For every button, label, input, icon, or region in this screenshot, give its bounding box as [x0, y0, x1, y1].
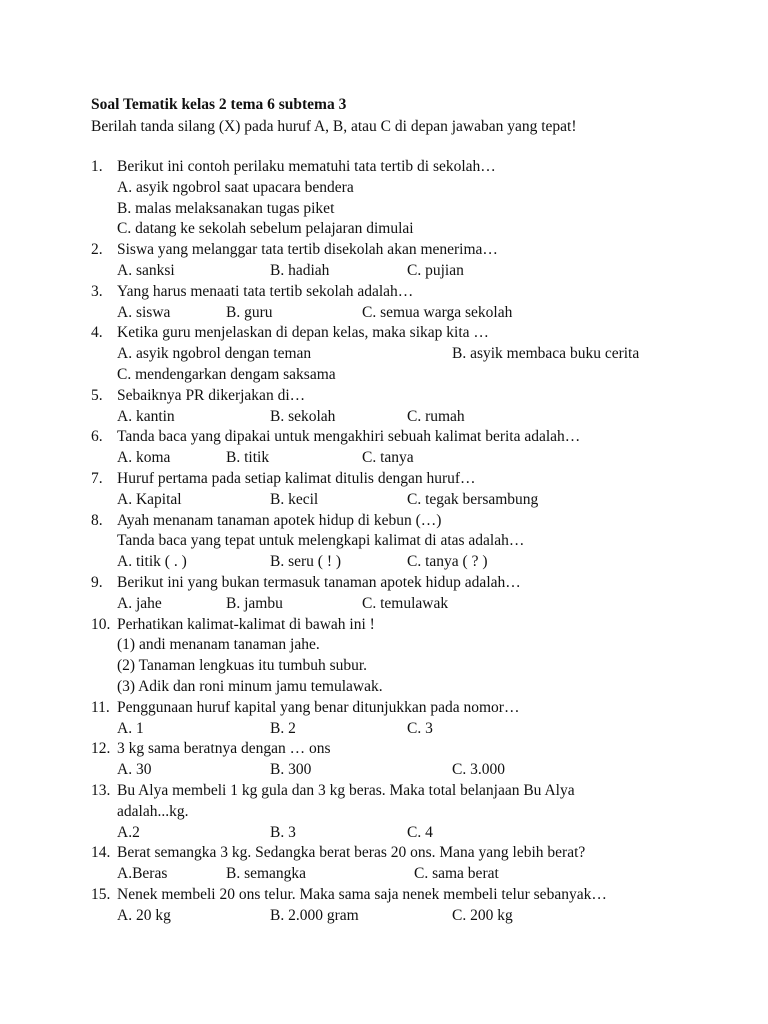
question-number: 7.: [91, 469, 103, 487]
answer-option: B. semangka: [226, 865, 307, 883]
question-text: Ketika guru menjelaskan di depan kelas, maka sikap kita …: [117, 324, 489, 342]
question-number: 6.: [91, 428, 103, 446]
answer-option: C. semua warga sekolah: [362, 303, 513, 321]
question-item: [0, 386, 768, 428]
question-stem-row: [0, 781, 768, 802]
answer-option: A. 20 kg: [117, 906, 171, 924]
question-continuation-row: [0, 677, 768, 698]
answer-option: B. jambu: [226, 594, 283, 612]
answer-option: C. tanya: [362, 449, 414, 467]
question-number: 1.: [91, 158, 103, 175]
answer-option: A. kantin: [117, 407, 175, 425]
answer-option: B. 2.000 gram: [270, 906, 359, 924]
options-row: [0, 719, 768, 740]
answer-option: B. 3: [270, 823, 296, 841]
answer-option: A.2: [117, 823, 140, 841]
question-number: 3.: [91, 282, 103, 300]
question-text: Yang harus menaati tata tertib sekolah adalah…: [117, 282, 414, 300]
answer-option: C. mendengarkan dengam saksama: [117, 365, 336, 383]
options-row: [0, 178, 768, 199]
question-stem-row: [0, 739, 768, 760]
answer-option: B. asyik membaca buku cerita: [452, 345, 640, 363]
answer-option: A. siswa: [117, 303, 171, 321]
question-item: [0, 240, 768, 282]
question-number: 8.: [91, 511, 103, 529]
answer-option: B. guru: [226, 303, 273, 321]
answer-option: B. 300: [270, 761, 312, 779]
options-row: [0, 199, 768, 220]
question-list: [0, 157, 768, 926]
question-text: Ayah menanam tanaman apotek hidup di kebun (…): [117, 511, 442, 529]
answer-option: C. 3: [407, 719, 433, 737]
question-text: Huruf pertama pada setiap kalimat ditulis dengan huruf…: [117, 469, 476, 487]
question-item: [0, 427, 768, 469]
question-stem-row: [0, 323, 768, 344]
question-text: Berikut ini contoh perilaku mematuhi tata tertib di sekolah…: [117, 158, 496, 175]
question-stem-row: [0, 843, 768, 864]
question-stem-row: [0, 427, 768, 448]
question-stem-row: [0, 511, 768, 532]
answer-option: A. Kapital: [117, 490, 182, 508]
options-row: [0, 906, 768, 927]
question-item: [0, 282, 768, 324]
question-continuation-row: [0, 635, 768, 656]
question-number: 9.: [91, 573, 103, 591]
question-number: 11.: [91, 698, 110, 716]
question-continuation-row: [0, 531, 768, 552]
question-number: 15.: [91, 885, 111, 903]
question-number: 4.: [91, 324, 103, 342]
question-item: [0, 843, 768, 885]
question-text: (3) Adik dan roni minum jamu temulawak.: [117, 677, 383, 695]
question-stem-row: [0, 885, 768, 906]
question-item: [0, 573, 768, 615]
question-number: 12.: [91, 740, 111, 758]
question-text: 3 kg sama beratnya dengan … ons: [117, 740, 331, 758]
question-continuation-row: [0, 656, 768, 677]
options-row: [0, 448, 768, 469]
question-continuation-row: [0, 802, 768, 823]
answer-option: C. pujian: [407, 261, 464, 279]
question-item: [0, 615, 768, 698]
answer-option: C. 3.000: [452, 761, 505, 779]
question-text: Tanda baca yang dipakai untuk mengakhiri sebuah kalimat berita adalah…: [117, 428, 581, 446]
question-text: Berikut ini yang bukan termasuk tanaman apotek hidup adalah…: [117, 573, 521, 591]
question-item: [0, 885, 768, 927]
options-row: [0, 344, 768, 365]
question-stem-row: [0, 469, 768, 490]
answer-option: A. koma: [117, 449, 171, 467]
question-item: [0, 781, 768, 843]
question-text: Sebaiknya PR dikerjakan di…: [117, 386, 306, 404]
question-stem-row: [0, 573, 768, 594]
question-text: Nenek membeli 20 ons telur. Maka sama saja nenek membeli telur sebanyak…: [117, 885, 607, 903]
question-item: [0, 739, 768, 781]
answer-option: A. 1: [117, 719, 144, 737]
answer-option: C. 200 kg: [452, 906, 513, 924]
question-item: [0, 469, 768, 511]
question-number: 5.: [91, 386, 103, 404]
question-number: 14.: [91, 844, 111, 862]
question-stem-row: [0, 157, 768, 178]
options-row: [0, 823, 768, 844]
answer-option: A. titik ( . ): [117, 553, 187, 571]
worksheet-instruction: Berilah tanda silang (X) pada huruf A, B, atau C di depan jawaban yang tepat!: [91, 118, 577, 135]
question-text: (1) andi menanam tanaman jahe.: [117, 636, 320, 654]
question-item: [0, 323, 768, 385]
answer-option: B. seru ( ! ): [270, 553, 342, 571]
question-stem-row: [0, 615, 768, 636]
question-number: 2.: [91, 241, 103, 259]
answer-option: B. hadiah: [270, 261, 330, 279]
answer-option: C. temulawak: [362, 594, 449, 612]
answer-option: B. 2: [270, 719, 296, 737]
answer-option: A. jahe: [117, 594, 162, 612]
answer-option: A.Beras: [117, 865, 168, 883]
question-item: [0, 157, 768, 240]
options-row: [0, 407, 768, 428]
answer-option: B. sekolah: [270, 407, 336, 425]
answer-option: B. malas melaksanakan tugas piket: [117, 199, 335, 217]
answer-option: B. kecil: [270, 490, 319, 508]
question-text: Bu Alya membeli 1 kg gula dan 3 kg beras. Maka total belanjaan Bu Alya: [117, 781, 575, 799]
question-number: 10.: [91, 615, 111, 633]
answer-option: C. tegak bersambung: [407, 490, 539, 508]
answer-option: C. tanya ( ? ): [407, 553, 488, 571]
question-text: Perhatikan kalimat-kalimat di bawah ini !: [117, 615, 375, 633]
options-row: [0, 303, 768, 324]
question-stem-row: [0, 282, 768, 303]
question-stem-row: [0, 698, 768, 719]
options-row: [0, 760, 768, 781]
options-row: [0, 594, 768, 615]
question-number: 13.: [91, 781, 111, 799]
answer-option: A. asyik ngobrol dengan teman: [117, 345, 312, 363]
options-row: [0, 552, 768, 573]
question-item: [0, 511, 768, 573]
answer-option: A. 30: [117, 761, 152, 779]
question-text: Siswa yang melanggar tata tertib disekolah akan menerima…: [117, 241, 498, 259]
worksheet-title: Soal Tematik kelas 2 tema 6 subtema 3: [91, 96, 347, 113]
question-text: Penggunaan huruf kapital yang benar ditunjukkan pada nomor…: [117, 698, 520, 716]
answer-option: A. asyik ngobrol saat upacara bendera: [117, 178, 354, 196]
question-stem-row: [0, 240, 768, 261]
options-row: [0, 365, 768, 386]
options-row: [0, 261, 768, 282]
question-text: Tanda baca yang tepat untuk melengkapi kalimat di atas adalah…: [117, 532, 525, 550]
answer-option: C. rumah: [407, 407, 465, 425]
question-text: (2) Tanaman lengkuas itu tumbuh subur.: [117, 657, 368, 675]
question-item: [0, 698, 768, 740]
options-row: [0, 864, 768, 885]
options-row: [0, 219, 768, 240]
answer-option: B. titik: [226, 449, 270, 467]
answer-option: A. sanksi: [117, 261, 175, 279]
answer-option: C. datang ke sekolah sebelum pelajaran dimulai: [117, 220, 414, 238]
question-text: adalah...kg.: [117, 802, 189, 820]
answer-option: C. sama berat: [414, 865, 499, 883]
options-row: [0, 490, 768, 511]
answer-option: C. 4: [407, 823, 433, 841]
question-stem-row: [0, 386, 768, 407]
question-text: Berat semangka 3 kg. Sedangka berat beras 20 ons. Mana yang lebih berat?: [117, 844, 586, 862]
